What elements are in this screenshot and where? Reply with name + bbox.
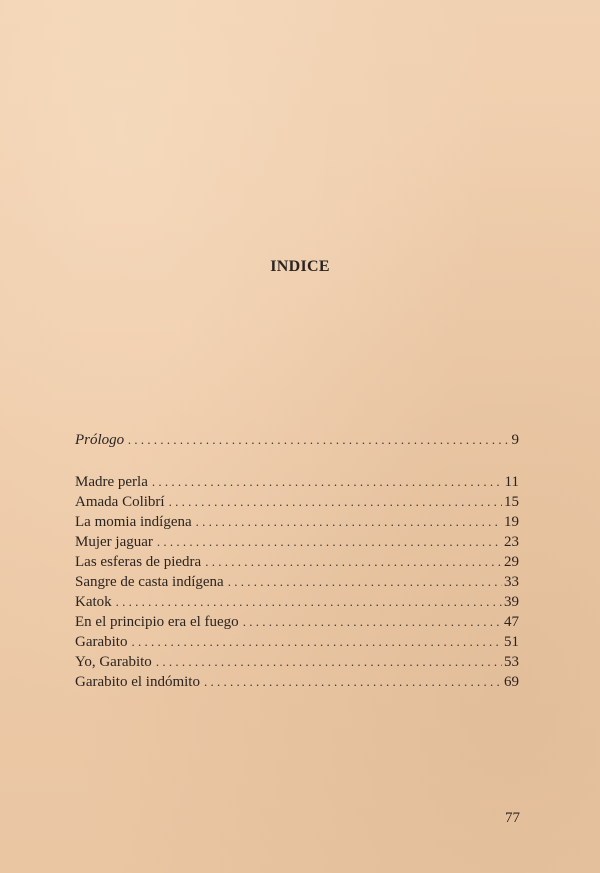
toc-entry-page: 11	[504, 474, 519, 490]
toc-entry-label: Garabito	[75, 634, 128, 650]
toc-entry	[75, 632, 519, 652]
toc-entry-page: 39	[504, 594, 519, 610]
dot-leader	[196, 512, 502, 532]
toc-entry	[75, 652, 519, 672]
toc-entry	[75, 472, 519, 492]
toc-entry-page: 19	[504, 514, 519, 530]
page-number: 77	[505, 810, 520, 826]
toc-entry	[75, 492, 519, 512]
dot-leader	[116, 592, 502, 612]
toc-entry-label: Prólogo	[75, 432, 125, 448]
toc-entry-page: 53	[504, 654, 519, 670]
toc-entry	[75, 532, 519, 552]
toc-entry	[75, 552, 519, 572]
toc-entry-page: 47	[504, 614, 519, 630]
toc-entry-page: 29	[504, 554, 519, 570]
toc-entry-page: 33	[504, 574, 519, 590]
page-title: INDICE	[270, 258, 330, 275]
dot-leader	[128, 430, 509, 450]
toc-entry-label: Madre perla	[75, 474, 148, 490]
toc-entry-page: 9	[511, 432, 519, 448]
dot-leader	[243, 612, 502, 632]
toc-entry-label: Garabito el indómito	[75, 674, 200, 690]
dot-leader	[228, 572, 502, 592]
toc-entry	[75, 612, 519, 632]
dot-leader	[169, 492, 502, 512]
toc-entry-label: Las esferas de piedra	[75, 554, 202, 570]
toc-entry-label: Sangre de casta indígena	[75, 574, 224, 590]
dot-leader	[205, 552, 502, 572]
toc-entry-label: Amada Colibrí	[75, 494, 165, 510]
toc-entry-page: 15	[504, 494, 519, 510]
toc-entry-label: En el principio era el fuego	[75, 614, 239, 630]
toc-entry	[75, 592, 519, 612]
dot-leader	[156, 652, 502, 672]
toc-entry-page: 69	[504, 674, 519, 690]
dot-leader	[204, 672, 502, 692]
dot-leader	[157, 532, 502, 552]
toc-entry-label: Mujer jaguar	[75, 534, 153, 550]
toc-entry-page: 51	[504, 634, 519, 650]
toc-entry-prologue	[75, 430, 519, 450]
dot-leader	[152, 472, 503, 492]
toc-entry	[75, 672, 519, 692]
dot-leader	[131, 632, 502, 652]
toc-entry-page: 23	[504, 534, 519, 550]
toc-entry	[75, 512, 519, 532]
toc-entry-label: La momia indígena	[75, 514, 192, 530]
toc-entry	[75, 572, 519, 592]
toc-entry-label: Katok	[75, 594, 112, 610]
table-of-contents	[75, 430, 519, 692]
toc-entry-label: Yo, Garabito	[75, 654, 152, 670]
